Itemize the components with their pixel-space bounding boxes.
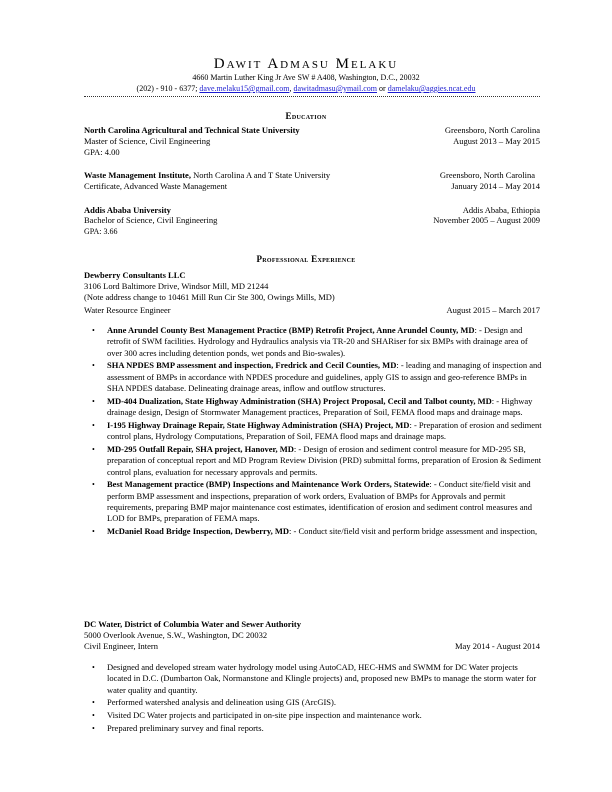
- edu-2-location: Greensboro, North Carolina: [439, 170, 535, 180]
- job-1-dates: August 2015 – March 2017: [446, 305, 540, 315]
- job-1-role-row: [84, 305, 540, 316]
- bullet-dot-icon: •: [92, 361, 95, 371]
- bullet-text: Visited DC Water projects and participated in on-site pipe inspection and maintenance work.: [107, 710, 422, 721]
- edu-2-dates: January 2014 – May 2014: [451, 181, 540, 191]
- bullet-dot-icon: •: [92, 420, 95, 430]
- bullet-project-title: MD-295 Outfall Repair, SHA project, Hanover, MD: [107, 443, 294, 454]
- job-2-bullet: [92, 723, 544, 734]
- mailing-address: 4660 Martin Luther King Jr Ave SW # A408, Washington, D.C., 20032: [192, 73, 420, 82]
- bullet-text: : - Design of erosion and sediment control measure for MD-295 SB, preparation of conceptual report and MD Program Review Division (PRD) submittal forms, preparation of Erosion & Sediment control plans, evaluation for necessary approvals and permits.: [107, 443, 542, 477]
- email-link-2[interactable]: dawitadmasu@ymail.com: [293, 84, 378, 93]
- job-1-bullet: [92, 420, 544, 443]
- bullet-text: Performed watershed analysis and delineation using GIS (ArcGIS).: [107, 697, 336, 708]
- candidate-name: Dawit Admasu Melaku: [213, 56, 399, 72]
- bullet-project-title: I-195 Highway Drainage Repair, State Highway Administration (SHA) Project, MD: [107, 419, 410, 430]
- job-2-address: 5000 Overlook Avenue, S.W., Washington, DC 20032: [84, 630, 268, 640]
- job-2-dates: May 2014 - August 2014: [455, 641, 540, 651]
- email-link-3[interactable]: damelaku@aggies.ncat.edu: [387, 84, 476, 93]
- bullet-dot-icon: •: [92, 444, 95, 454]
- edu-2-school: Waste Management Institute,: [84, 170, 191, 180]
- edu-3-degree-row: [84, 215, 540, 226]
- job-1-role: Water Resource Engineer: [84, 305, 171, 315]
- job-2-role: Civil Engineer, Intern: [84, 641, 159, 651]
- job-1-company: Dewberry Consultants LLC: [84, 270, 186, 280]
- bullet-project-title: SHA NPDES BMP assessment and inspection, Fredrick and Cecil Counties, MD: [107, 360, 397, 371]
- job-2-bullet: [92, 697, 544, 708]
- bullet-dot-icon: •: [92, 326, 95, 335]
- bullet-text: Prepared preliminary survey and final reports.: [107, 722, 264, 733]
- edu-1-degree: Master of Science, Civil Engineering: [84, 136, 211, 146]
- bullet-dot-icon: •: [92, 698, 95, 708]
- job-1-address: 3106 Lord Baltimore Drive, Windsor Mill, MD 21244: [84, 281, 269, 291]
- bullet-text: : - Preparation of erosion and sediment control plans, Hydrology Computations, Preparation of Soil, FEMA flood maps and drainage maps.: [107, 419, 542, 442]
- job-1-bullet: [92, 325, 544, 359]
- edu-3-dates: November 2005 – August 2009: [433, 215, 540, 225]
- phone-number: (202) - 910 - 6377;: [136, 84, 198, 93]
- bullet-project-title: Best Management practice (BMP) Inspections and Maintenance Work Orders, Statewide: [107, 479, 430, 490]
- edu-2-degree: Certificate, Advanced Waste Management: [84, 181, 228, 191]
- bullet-dot-icon: •: [92, 527, 95, 537]
- job-1-bullet: [92, 444, 544, 478]
- email-link-1[interactable]: dave.melaku15@gmail.com: [199, 84, 290, 93]
- bullet-text: : - Conduct site/field visit and perform BMP assessment and inspections, preparation of work orders, Evaluation of BMPs for Approvals and permit requirements, preparing BMP major maintenance cost estimates, identification of erosion and sediment control measures and LOD for BMPs, preparation of FEMA maps.: [107, 479, 533, 524]
- bullet-project-title: MD-404 Dualization, State Highway Administration (SHA) Project Proposal, Cecil and Talbot county, MD: [107, 395, 492, 406]
- bullet-project-title: McDaniel Road Bridge Inspection, Dewberry, MD: [107, 526, 290, 537]
- email-or: or: [379, 84, 386, 93]
- job-1-bullet: [92, 396, 544, 419]
- edu-1-dates: August 2013 – May 2015: [453, 136, 540, 146]
- edu-1-school-row: [84, 125, 540, 136]
- job-1-bullet-list: [92, 325, 544, 539]
- job-2-role-row: [84, 641, 540, 652]
- bullet-dot-icon: •: [92, 663, 95, 672]
- edu-1-degree-row: [84, 136, 540, 147]
- edu-2-degree-row: [84, 181, 540, 192]
- job-2-bullet-list: [92, 662, 544, 736]
- edu-3-school: Addis Ababa University: [84, 205, 171, 215]
- edu-3-degree: Bachelor of Science, Civil Engineering: [84, 215, 218, 225]
- bullet-dot-icon: •: [92, 723, 95, 733]
- job-2-bullet: [92, 662, 544, 696]
- job-1-bullet: [92, 479, 544, 524]
- edu-1-location: Greensboro, North Carolina: [444, 125, 540, 135]
- edu-1-school: North Carolina Agricultural and Technical State University: [84, 125, 300, 135]
- bullet-dot-icon: •: [92, 711, 95, 721]
- job-1-bullet: [92, 360, 544, 394]
- bullet-text: : - Design and retrofit of SWM facilities. Hydrology and Hydraulics analysis via TR-20 and SHARiser for six BMPs with drainage area of over 300 acres including detention ponds, wet ponds and Bio-swales).: [107, 325, 528, 358]
- education-heading: Education: [285, 111, 327, 121]
- job-1-note: (Note address change to 10461 Mill Run Cir Ste 300, Owings Mills, MD): [84, 292, 335, 302]
- bullet-text: : - Conduct site/field visit and perform bridge assessment and inspection,: [289, 526, 538, 537]
- bullet-project-title: Anne Arundel County Best Management Practice (BMP) Retrofit Project, Anne Arundel County, MD: [107, 325, 475, 335]
- bullet-text: : - leading and managing of inspection and assessment of BMPs in accordance with NPDES procedure and guidelines, apply GIS to assign and geo-reference BMPs in SHA NPDES database. Delineating drainage areas, inflow and outflow structures.: [107, 360, 542, 393]
- header-divider: [84, 96, 540, 97]
- experience-heading: Professional Experience: [256, 254, 356, 264]
- bullet-dot-icon: •: [92, 480, 95, 490]
- edu-1-gpa: GPA: 4.00: [84, 147, 120, 157]
- bullet-dot-icon: •: [92, 396, 95, 406]
- job-2-bullet: [92, 710, 544, 721]
- edu-2-school-rest: North Carolina A and T State University: [190, 170, 331, 180]
- job-1-bullet: [92, 526, 544, 537]
- job-2-company: DC Water, District of Columbia Water and Sewer Authority: [84, 619, 301, 629]
- edu-2-school-row: [84, 170, 540, 181]
- edu-3-location: Addis Ababa, Ethiopia: [462, 205, 540, 215]
- edu-3-gpa: GPA: 3.66: [84, 227, 118, 236]
- contact-line: (202) - 910 - 6377; dave.melaku15@gmail.com, dawitadmasu@ymail.com or damelaku@aggies.ncat.edu: [136, 84, 476, 93]
- bullet-text: Designed and developed stream water hydrology model using AutoCAD, HEC-HMS and SWMM for DC Water projects located in D.C. (Dumbarton Oak, Normanstone and Klingle projects) and, proposed new BMPs to manage the storm water for water quality and quantity.: [107, 662, 537, 695]
- bullet-text: : - Highway drainage design, Design of Stormwater Management practices, Preparation of Soil, FEMA flood maps and drainage maps.: [107, 395, 533, 418]
